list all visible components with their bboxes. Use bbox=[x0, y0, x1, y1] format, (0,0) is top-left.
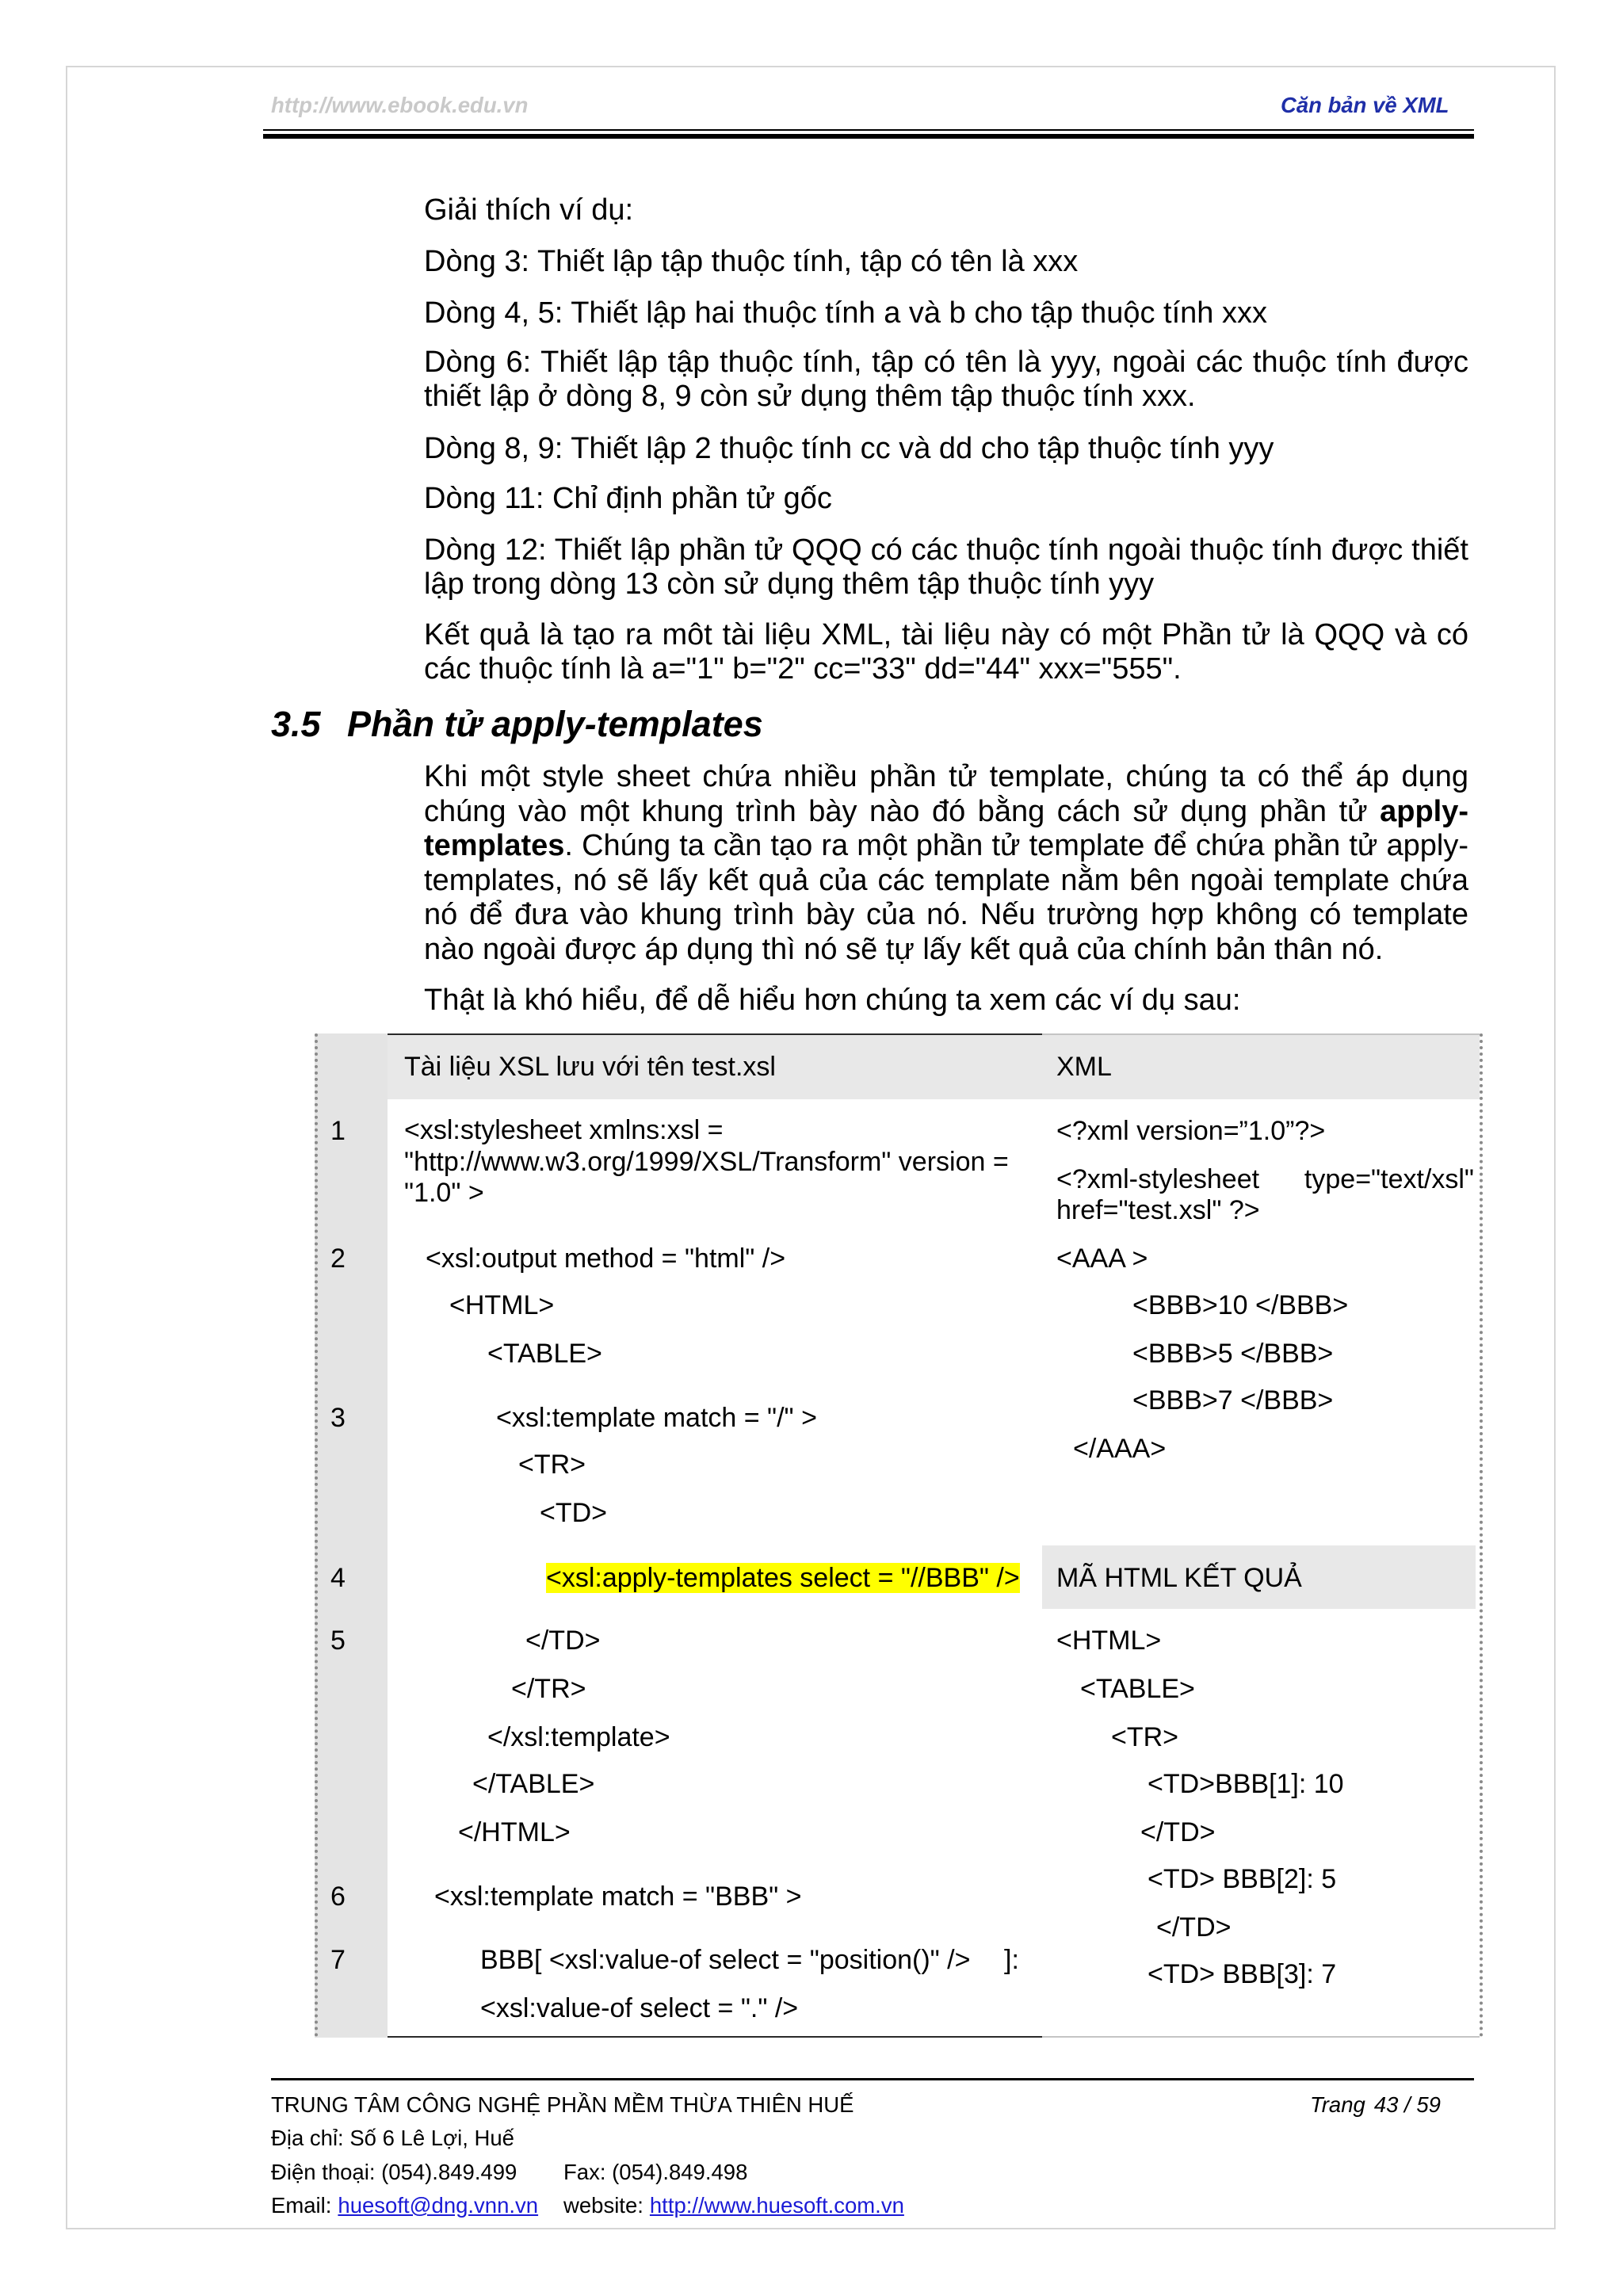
footer-organization: TRUNG TÂM CÔNG NGHỆ PHẦN MỀM THỪA THIÊN HUẾ bbox=[271, 2092, 854, 2117]
footer-phone: Điện thoại: (054).849.499 bbox=[271, 2160, 517, 2184]
xml-code-line: <BBB>5 </BBB> bbox=[1132, 1339, 1334, 1369]
email-link[interactable]: huesoft@dng.vnn.vn bbox=[338, 2193, 539, 2218]
row-number: 7 bbox=[330, 1945, 346, 1975]
footer-website bbox=[563, 2193, 904, 2218]
xsl-code-line: </HTML> bbox=[458, 1817, 571, 1847]
email-label: Email: bbox=[271, 2193, 332, 2218]
table-bottom-border bbox=[388, 2036, 1042, 2038]
xsl-code-line: </xsl:template> bbox=[487, 1722, 670, 1752]
xsl-code-line: </TABLE> bbox=[472, 1769, 595, 1799]
table-top-border bbox=[388, 1033, 1042, 1035]
header-site-url: http://www.ebook.edu.vn bbox=[271, 93, 529, 117]
xml-code-line: <BBB>7 </BBB> bbox=[1132, 1385, 1334, 1415]
xsl-code-line: <xsl:template match = "/" > bbox=[496, 1403, 817, 1433]
table-bottom-border bbox=[1042, 2036, 1480, 2038]
page-word: Trang bbox=[1310, 2092, 1365, 2117]
row-number: 5 bbox=[330, 1626, 346, 1656]
section-number: 3.5 bbox=[271, 704, 321, 744]
header-rule bbox=[263, 129, 1474, 139]
line-number-column bbox=[315, 1033, 388, 2038]
xsl-code-line: <xsl:template match = "BBB" > bbox=[434, 1881, 802, 1912]
page-count: 43 / 59 bbox=[1373, 2092, 1441, 2117]
row-number: 3 bbox=[330, 1403, 346, 1433]
xml-code-line: <?xml-stylesheet type="text/xsl" href="test.xsl" ?> bbox=[1056, 1164, 1474, 1225]
explanation-line: Dòng 11: Chỉ định phần tử gốc bbox=[424, 482, 832, 515]
xml-code-line: <?xml version=”1.0”?> bbox=[1056, 1116, 1326, 1146]
result-code-line: <TABLE> bbox=[1080, 1674, 1195, 1704]
column-header-xml: XML bbox=[1056, 1052, 1112, 1082]
row-number: 2 bbox=[330, 1244, 346, 1274]
result-header: MÃ HTML KẾT QUẢ bbox=[1056, 1563, 1302, 1593]
xsl-code-line: <xsl:value-of select = "." /> bbox=[480, 1993, 799, 2023]
explanation-lead: Giải thích ví dụ: bbox=[424, 193, 634, 227]
table-left-edge bbox=[315, 1033, 318, 2038]
result-code-line: <TR> bbox=[1111, 1722, 1179, 1752]
xsl-code-line: </TD> bbox=[525, 1626, 601, 1656]
explanation-line: Dòng 3: Thiết lập tập thuộc tính, tập có tên là xxx bbox=[424, 245, 1079, 278]
explanation-result: Kết quả là tạo ra môt tài liệu XML, tài liệu này có một Phần tử là QQQ và có các thuộc tính là a="1" b="2" cc="33" dd="44" xxx="555". bbox=[424, 618, 1468, 686]
section-title: Phần tử apply-templates bbox=[347, 704, 763, 744]
row-number: 1 bbox=[330, 1116, 346, 1146]
xsl-code-line: </TR> bbox=[511, 1674, 586, 1704]
xsl-code-line-suffix: ]: bbox=[1004, 1945, 1019, 1975]
explanation-line: Dòng 4, 5: Thiết lập hai thuộc tính a và b cho tập thuộc tính xxx bbox=[424, 296, 1267, 330]
result-code-line: </TD> bbox=[1140, 1817, 1216, 1847]
section-intro-paragraph bbox=[424, 760, 1468, 968]
website-link[interactable]: http://www.huesoft.com.vn bbox=[649, 2193, 904, 2218]
xml-code-line: </AAA> bbox=[1073, 1434, 1167, 1464]
xsl-code-line: <xsl:stylesheet xmlns:xsl = "http://www.w3.org/1999/XSL/Transform" version = "1.0" > bbox=[404, 1115, 1009, 1209]
result-code-line: <HTML> bbox=[1056, 1626, 1162, 1656]
explanation-line: Dòng 6: Thiết lập tập thuộc tính, tập có tên là yyy, ngoài các thuộc tính được thiết lập ở dòng 8, 9 còn sử dụng thêm tập thuộc tính xxx. bbox=[424, 346, 1468, 413]
page-number bbox=[1310, 2092, 1441, 2118]
intro-text: Khi một style sheet chứa nhiều phần tử template, chúng ta có thể áp dụng chúng vào một khung trình bày nào đó bằng cách sử dụng phần tử bbox=[424, 760, 1468, 828]
result-code-line: <TD>BBB[1]: 10 bbox=[1148, 1769, 1344, 1799]
footer-rule bbox=[271, 2078, 1474, 2080]
result-code-line: <TD> BBB[2]: 5 bbox=[1148, 1864, 1337, 1894]
intro-keyword: apply-templates bbox=[424, 794, 1468, 863]
footer-email bbox=[271, 2193, 538, 2218]
table-right-edge bbox=[1480, 1033, 1483, 2038]
result-code-line: <TD> BBB[3]: 7 bbox=[1148, 1959, 1337, 1989]
row-number: 6 bbox=[330, 1881, 346, 1912]
result-code-line: </TD> bbox=[1156, 1912, 1232, 1943]
xsl-code-line: <HTML> bbox=[449, 1290, 555, 1320]
header-document-title: Căn bản về XML bbox=[1281, 93, 1449, 117]
intro-text: . Chúng ta cần tạo ra một phần tử template để chứa phần tử apply-templates, nó sẽ lấy kết quả của các template nằm bên ngoài template chứa nó để đưa vào khung trình bày của nó. Nếu trường hợp không có template nào ngoài được áp dụng thì nó sẽ tự lấy kết quả của chính bản thân nó. bbox=[424, 829, 1468, 966]
xml-code-line: <BBB>10 </BBB> bbox=[1132, 1290, 1349, 1320]
xml-code-line: <AAA > bbox=[1056, 1244, 1148, 1274]
xsl-code-line: <TABLE> bbox=[487, 1339, 602, 1369]
footer-address: Địa chỉ: Số 6 Lê Lợi, Huế bbox=[271, 2126, 514, 2150]
table-top-border bbox=[1042, 1033, 1480, 1035]
example-table bbox=[315, 1033, 1483, 2038]
example-lead: Thật là khó hiểu, để dễ hiểu hơn chúng ta xem các ví dụ sau: bbox=[424, 984, 1241, 1017]
column-header-xsl: Tài liệu XSL lưu với tên test.xsl bbox=[404, 1052, 776, 1082]
xsl-code-line: <TR> bbox=[518, 1450, 586, 1480]
xsl-code-line: BBB[ <xsl:value-of select = "position()" /> bbox=[480, 1945, 971, 1975]
explanation-line: Dòng 8, 9: Thiết lập 2 thuộc tính cc và dd cho tập thuộc tính yyy bbox=[424, 432, 1274, 465]
highlighted-apply-templates: <xsl:apply-templates select = "//BBB" /> bbox=[546, 1563, 1020, 1593]
explanation-line: Dòng 12: Thiết lập phần tử QQQ có các thuộc tính ngoài thuộc tính được thiết lập trong dòng 13 còn sử dụng thêm tập thuộc tính yyy bbox=[424, 533, 1468, 601]
row-number: 4 bbox=[330, 1563, 346, 1593]
footer-fax: Fax: (054).849.498 bbox=[563, 2160, 748, 2184]
xsl-code-line: <xsl:output method = "html" /> bbox=[426, 1244, 786, 1274]
website-label: website: bbox=[563, 2193, 643, 2218]
xsl-highlighted-line bbox=[546, 1562, 1020, 1594]
xsl-code-line: <TD> bbox=[540, 1498, 608, 1528]
